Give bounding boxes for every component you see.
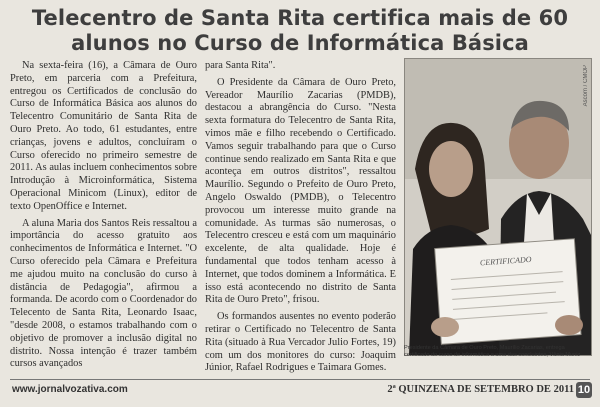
paragraph: Os formandos ausentes no evento poderão retirar o Certificado no Telecentro de Santa Rita (situado à Rua Vercador Julio Fortes, 19) com um dos monitores do curso: Joaquim Júnior, Rafael Rodrigues e Taimara Gomes. bbox=[205, 311, 396, 374]
paragraph: Na sexta-feira (16), a Câmara de Ouro Preto, em parceria com a Prefeitura, entregou os Certificados de conclusão do Curso de Informática Básica aos alunos do Telecentro Comunitário de Santa Rita de Ouro Preto. Ao todo, 61 estudantes, entre crianças, jovens e adultos, concluíram o Curso oferecido no primeiro semestre de 2011. As aulas incluem conhecimentos sobre Introdução à Microinformática, Sistema Operacional Minicom (Linux), editor de texto OpenOffice e Internet. bbox=[10, 60, 197, 212]
headline-line-1: Telecentro de Santa Rita certifica mais de 60 bbox=[31, 6, 569, 30]
headline-line-2: alunos no Curso de Informática Básica bbox=[71, 31, 529, 55]
page-number: 10 bbox=[577, 384, 591, 396]
article-column-1 bbox=[10, 60, 197, 375]
certificate-title: CERTIFICADO bbox=[479, 254, 532, 268]
footer-website: www.jornalvozativa.com bbox=[12, 384, 128, 395]
footer-divider bbox=[10, 379, 590, 380]
photo-credit: Ascom / CMOP bbox=[583, 65, 589, 107]
photo-caption: Presidente da Câmara de Ouro Preto, Maurílio Zacarias, entrega certificado do curso de informática a uma das concluintes, Vânia Muniz bbox=[404, 345, 581, 358]
article-column-2 bbox=[205, 60, 396, 379]
article-photo bbox=[404, 58, 592, 356]
paragraph: O Presidente da Câmara de Ouro Preto, Vereador Maurílio Zacarias (PMDB), destacou a abrangência do Curso. "Nesta sexta formatura do Telecentro de Santa Rita, vimos mãe e filho recebendo o Certificado. Vamos seguir trabalhando para que o Curso continue sendo realizado em Santa Rita e que aconteça em outros distritos", ressaltou Maurílio. Segundo o Prefeito de Ouro Preto, Angelo Oswaldo (PMDB), o Telecentro provocou um interesse muito grande na comunidade. As turmas são numerosas, o Telecentro cresceu e está com um maquinário excelente, de alta qualidade. Hoje é fundamental que todos tenham acesso à Internet, que todos dominem a Informática. E isso está acontecendo no distrito de Santa Rita de Ouro Preto", frisou. bbox=[205, 76, 396, 306]
footer-edition: 2ª QUINZENA DE SETEMBRO DE 2011 bbox=[387, 384, 574, 395]
photo-illustration bbox=[405, 59, 591, 355]
headline bbox=[10, 6, 590, 56]
paragraph: para Santa Rita". bbox=[205, 60, 276, 71]
paragraph: A aluna Maria dos Santos Reis ressaltou a importância do acesso gratuito aos conhecimentos de Informática e Internet. "O Curso oferecido pela Câmara e Prefeitura me ajudou muito na conclusão do curso à distância de Pedagogia", afirmou a formanda. De acordo com o Coordenador do Telecento de Santa Rita, Leonardo Isaac, "desde 2008, o estamos trabalhando com o objetivo de promover a inclusão digital no distrito. Nossa intenção é trazer também cursos avançados bbox=[10, 217, 197, 370]
